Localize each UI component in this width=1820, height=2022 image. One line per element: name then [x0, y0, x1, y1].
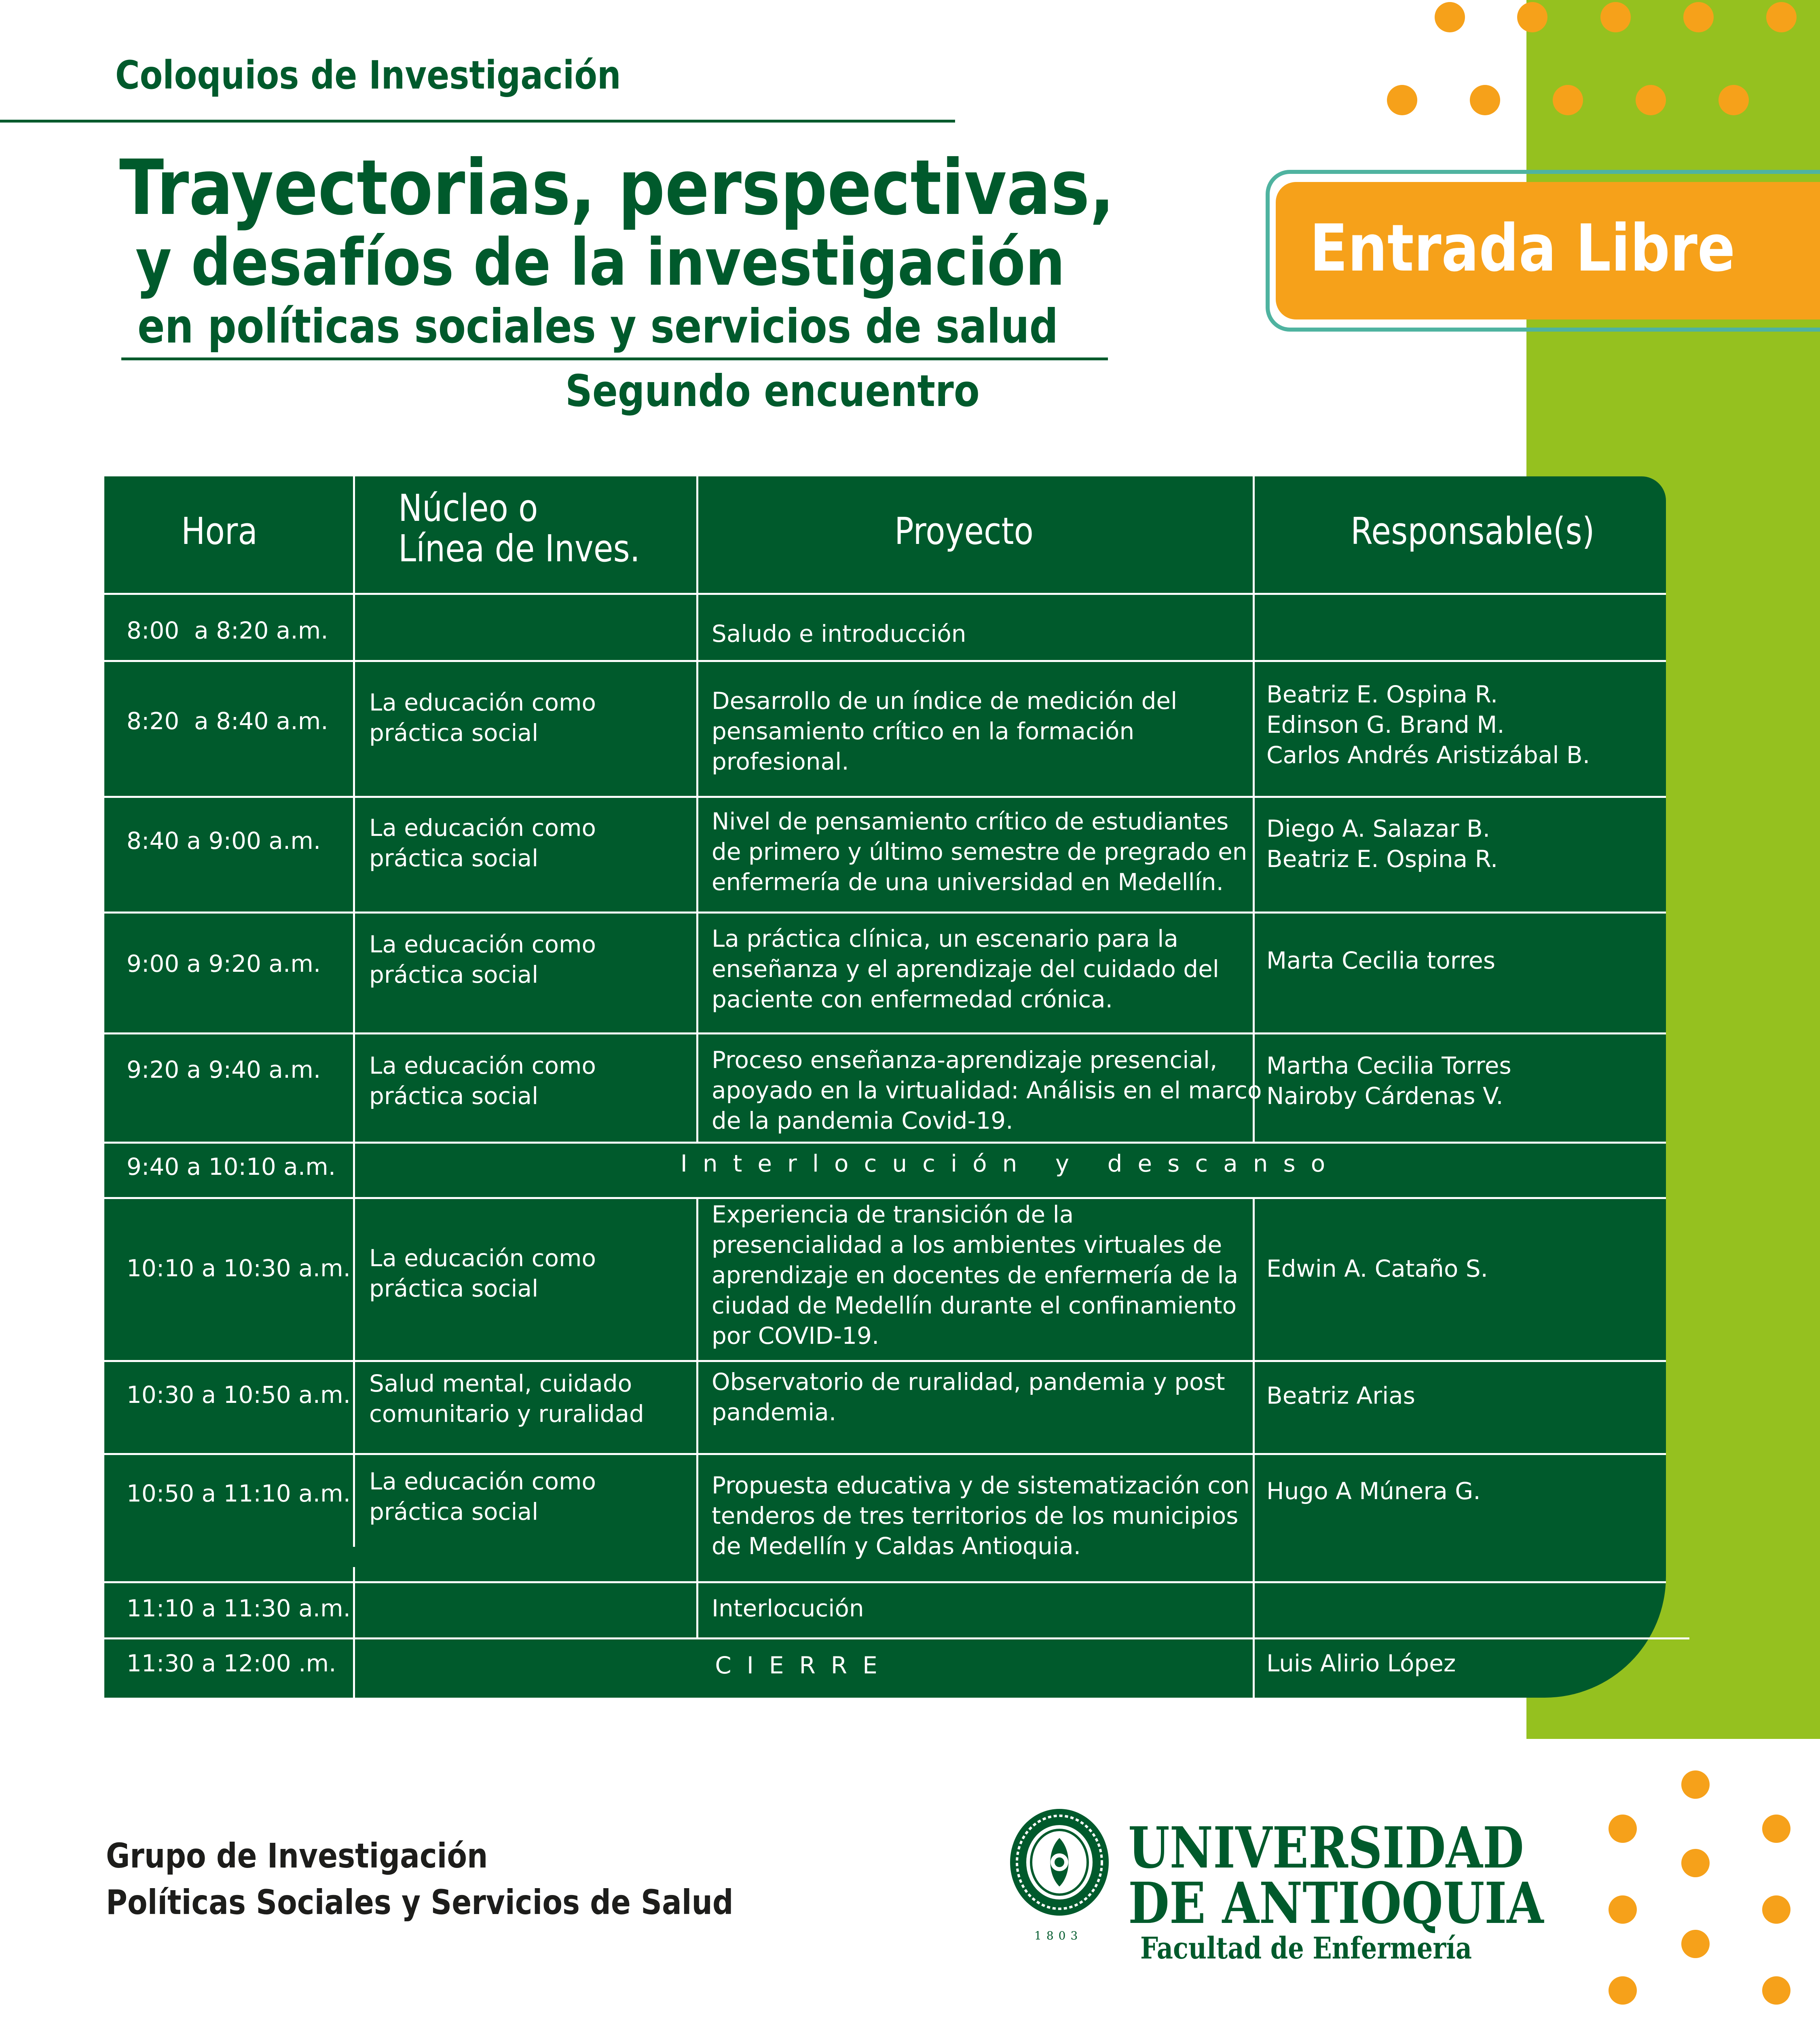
row-9-hora: 10:50 a 11:10 a.m. — [127, 1480, 351, 1507]
row-5-responsables: Martha Cecilia Torres Nairoby Cárdenas V. — [1266, 1052, 1511, 1110]
row-5-nucleo: La educación como práctica social — [369, 1052, 596, 1110]
university-seal-icon — [1007, 1806, 1112, 1923]
row-2-responsables: Beatriz E. Ospina R. Edinson G. Brand M. Carlos Andrés Aristizábal B. — [1266, 681, 1590, 769]
faculty-name: Facultad de Enfermería — [1140, 1931, 1472, 1966]
header-divider-top — [0, 120, 955, 123]
header-proyecto: Proyecto — [894, 510, 1034, 553]
row-1-hora: 8:00 a 8:20 a.m. — [127, 617, 328, 644]
row-3-proyecto: Nivel de pensamiento crítico de estudiantes de primero y último semestre de pregrado en enfermería de una universidad en Medellín. — [712, 808, 1247, 896]
row-5-proyecto: Proceso enseñanza-aprendizaje presencial, apoyado en la virtualidad: Análisis en el marco de la pandemia Covid-19. — [712, 1046, 1262, 1134]
row-4-nucleo: La educación como práctica social — [369, 931, 596, 988]
row-9-responsables: Hugo A Múnera G. — [1266, 1477, 1481, 1505]
free-entry-badge — [1276, 182, 1820, 319]
row-4-responsables: Marta Cecilia torres — [1266, 947, 1496, 974]
row-8-hora: 10:30 a 10:50 a.m. — [127, 1381, 351, 1409]
row-4-proyecto: La práctica clínica, un escenario para la enseñanza y el aprendizaje del cuidado del paciente con enfermedad crónica. — [712, 925, 1219, 1013]
row-2-hora: 8:20 a 8:40 a.m. — [127, 707, 328, 735]
row-4-hora: 9:00 a 9:20 a.m. — [127, 950, 321, 977]
university-name-line2: DE ANTIOQUIA — [1128, 1870, 1544, 1937]
row-6-break: Interlocución y descanso — [680, 1150, 1341, 1177]
event-subtitle: Segundo encuentro — [565, 366, 980, 417]
free-entry-label: Entrada Libre — [1310, 210, 1735, 286]
row-8-responsables: Beatriz Arias — [1266, 1382, 1415, 1409]
row-6-hora: 9:40 a 10:10 a.m. — [127, 1153, 336, 1180]
row-2-proyecto: Desarrollo de un índice de medición del pensamiento crítico en la formación profesional. — [712, 687, 1177, 775]
row-11-hora: 11:30 a 12:00 .m. — [127, 1650, 336, 1677]
row-3-responsables: Diego A. Salazar B. Beatriz E. Ospina R. — [1266, 815, 1498, 873]
row-8-proyecto: Observatorio de ruralidad, pandemia y post pandemia. — [712, 1368, 1225, 1426]
university-name-line1: UNIVERSIDAD — [1128, 1815, 1524, 1881]
row-8-nucleo: Salud mental, cuidado comunitario y ruralidad — [369, 1370, 644, 1428]
seal-year: 1803 — [1034, 1929, 1083, 1942]
row-1-proyecto: Saludo e introducción — [712, 620, 966, 647]
header-hora: Hora — [181, 510, 258, 553]
row-11-closing: CIERRE — [715, 1652, 893, 1679]
header-nucleo-line1: Núcleo o — [398, 486, 538, 530]
row-7-nucleo: La educación como práctica social — [369, 1244, 596, 1302]
row-11-responsables: Luis Alirio López — [1266, 1650, 1456, 1677]
research-group-line1: Grupo de Investigación — [106, 1836, 488, 1876]
row-7-hora: 10:10 a 10:30 a.m. — [127, 1254, 351, 1282]
row-2-nucleo: La educación como práctica social — [369, 689, 596, 747]
row-7-proyecto: Experiencia de transición de la presencialidad a los ambientes virtuales de aprendizaje en docentes de enfermería de la ciudad de Medellín durante el confinamiento por COVID-19. — [712, 1201, 1239, 1349]
row-7-responsables: Edwin A. Cataño S. — [1266, 1255, 1488, 1282]
header-nucleo-line2: Línea de Inves. — [398, 527, 640, 570]
row-5-hora: 9:20 a 9:40 a.m. — [127, 1056, 321, 1083]
series-title: Coloquios de Investigación — [115, 53, 621, 98]
research-group-line2: Políticas Sociales y Servicios de Salud — [106, 1882, 733, 1922]
title-line-2: y desafíos de la investigación — [135, 224, 1065, 300]
row-10-hora: 11:10 a 11:30 a.m. — [127, 1595, 351, 1622]
row-3-nucleo: La educación como práctica social — [369, 814, 596, 872]
header-responsables: Responsable(s) — [1351, 510, 1595, 553]
title-line-3: en políticas sociales y servicios de salud — [137, 299, 1059, 354]
title-line-1: Trayectorias, perspectivas, — [119, 144, 1115, 232]
row-9-nucleo: La educación como práctica social — [369, 1468, 596, 1525]
row-9-proyecto: Propuesta educativa y de sistematización con tenderos de tres territorios de los municipios de Medellín y Caldas Antioquia. — [712, 1472, 1250, 1560]
row-3-hora: 8:40 a 9:00 a.m. — [127, 827, 321, 854]
header-divider-bottom — [121, 357, 1108, 360]
row-10-proyecto: Interlocución — [712, 1595, 864, 1622]
